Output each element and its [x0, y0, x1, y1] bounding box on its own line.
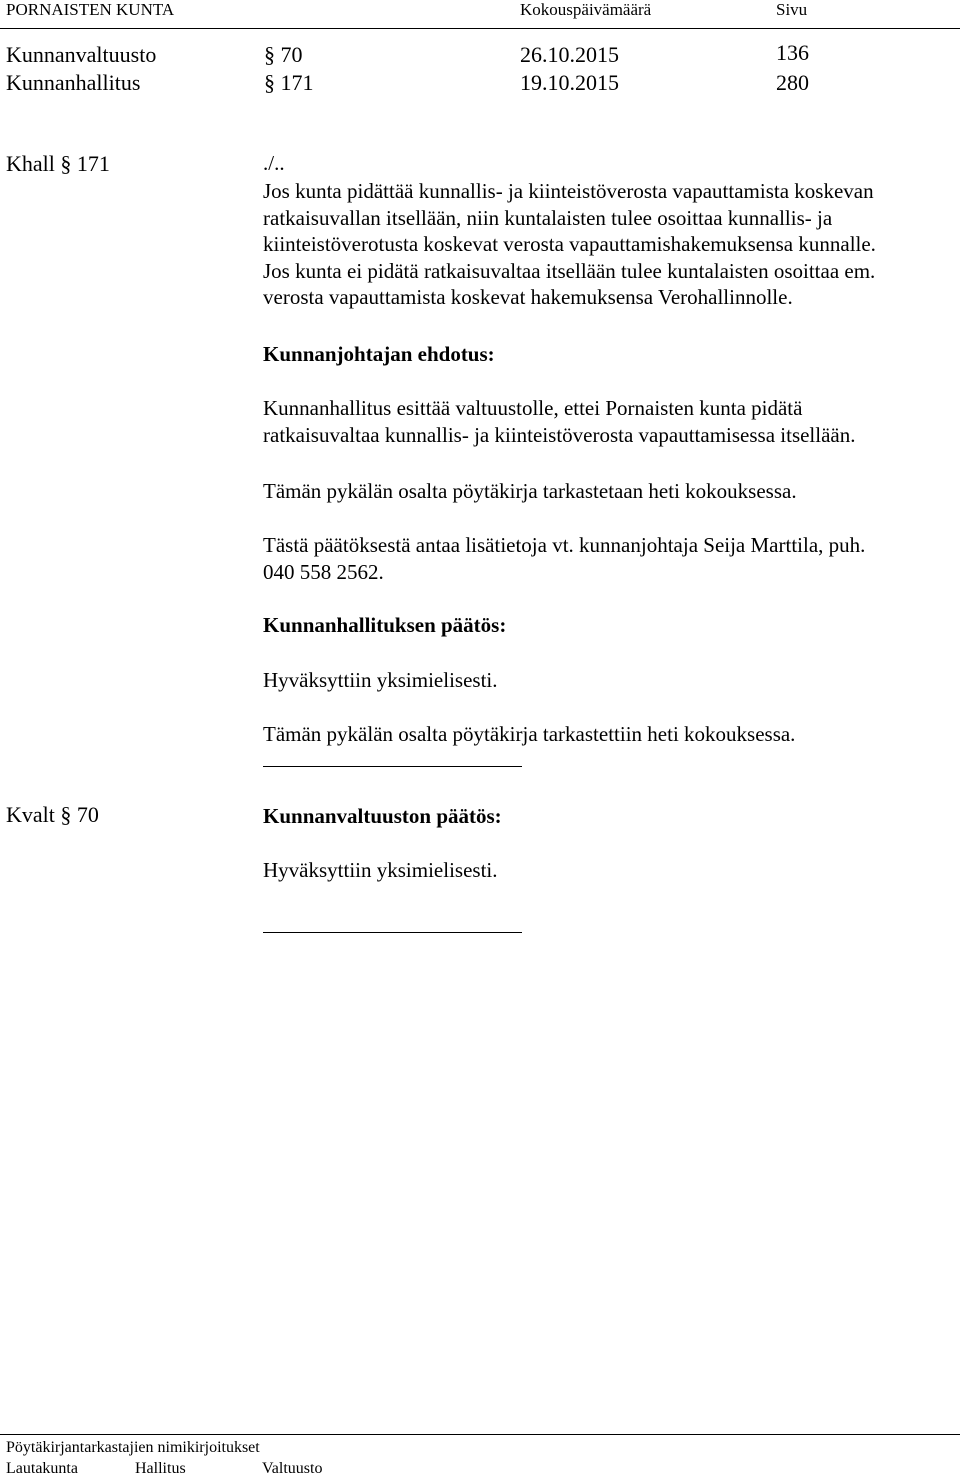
intro-line: kiinteistöverotusta koskevat verosta vapauttamishakemuksensa kunnalle.	[263, 232, 876, 256]
header-rule	[0, 28, 960, 29]
meeting-page: 136	[776, 40, 809, 65]
meeting-date: 26.10.2015	[520, 42, 619, 67]
org-name: PORNAISTEN KUNTA	[6, 0, 175, 19]
signatures-label: Pöytäkirjantarkastajien nimikirjoitukset	[6, 1439, 260, 1456]
khall-section-ref: Khall § 171	[6, 151, 110, 176]
footer-column-lautakunta: Lautakunta	[6, 1460, 78, 1477]
board-decision-heading: Kunnanhallituksen päätös:	[263, 613, 507, 637]
date-column-label: Kokouspäivämäärä	[520, 0, 652, 19]
council-decision-text: Hyväksyttiin yksimielisesti.	[263, 858, 498, 882]
proposal-line: Kunnanhallitus esittää valtuustolle, ettei Pornaisten kunta pidätä	[263, 396, 803, 420]
intro-line: ratkaisuvallan itsellään, niin kuntalaisten tulee osoittaa kunnallis- ja	[263, 205, 833, 230]
proposal-heading: Kunnanjohtajan ehdotus:	[263, 342, 495, 366]
proposal-minutes-note: Tämän pykälän osalta pöytäkirja tarkastetaan heti kokouksessa.	[263, 479, 797, 503]
intro-line: Jos kunta pidättää kunnallis- ja kiinteistöverosta vapauttamista koskevan	[263, 179, 874, 203]
meeting-page: 280	[776, 70, 809, 95]
meeting-section: § 171	[264, 70, 314, 95]
info-paragraph	[263, 532, 865, 585]
continuation-mark: ./..	[263, 151, 285, 175]
intro-line: Jos kunta ei pidätä ratkaisuvaltaa itsellään tulee kuntalaisten osoittaa em.	[263, 258, 876, 283]
info-line: Tästä päätöksestä antaa lisätietoja vt. kunnanjohtaja Seija Marttila, puh.	[263, 533, 866, 557]
meeting-body: Kunnanvaltuusto	[6, 42, 157, 67]
meeting-date: 19.10.2015	[520, 70, 619, 95]
info-line: 040 558 2562.	[263, 559, 384, 584]
board-decision-text: Hyväksyttiin yksimielisesti.	[263, 668, 498, 692]
meeting-body: Kunnanhallitus	[6, 70, 141, 95]
proposal-line: ratkaisuvaltaa kunnallis- ja kiinteistöverosta vapauttamisessa itsellään.	[263, 422, 856, 447]
proposal-paragraph	[263, 395, 856, 448]
footer-rule	[0, 1434, 960, 1435]
section-divider-line	[263, 766, 522, 767]
page-column-label: Sivu	[776, 0, 808, 19]
meeting-section: § 70	[264, 42, 303, 67]
council-decision-heading: Kunnanvaltuuston päätös:	[263, 804, 502, 828]
section-divider-line	[263, 932, 522, 933]
footer-column-hallitus: Hallitus	[135, 1460, 186, 1477]
intro-line: verosta vapauttamista koskevat hakemuksensa Verohallinnolle.	[263, 285, 793, 309]
intro-paragraph	[263, 178, 876, 311]
kvalt-section-ref: Kvalt § 70	[6, 802, 99, 827]
footer-column-valtuusto: Valtuusto	[262, 1460, 323, 1477]
board-decision-minutes: Tämän pykälän osalta pöytäkirja tarkastettiin heti kokouksessa.	[263, 722, 796, 746]
